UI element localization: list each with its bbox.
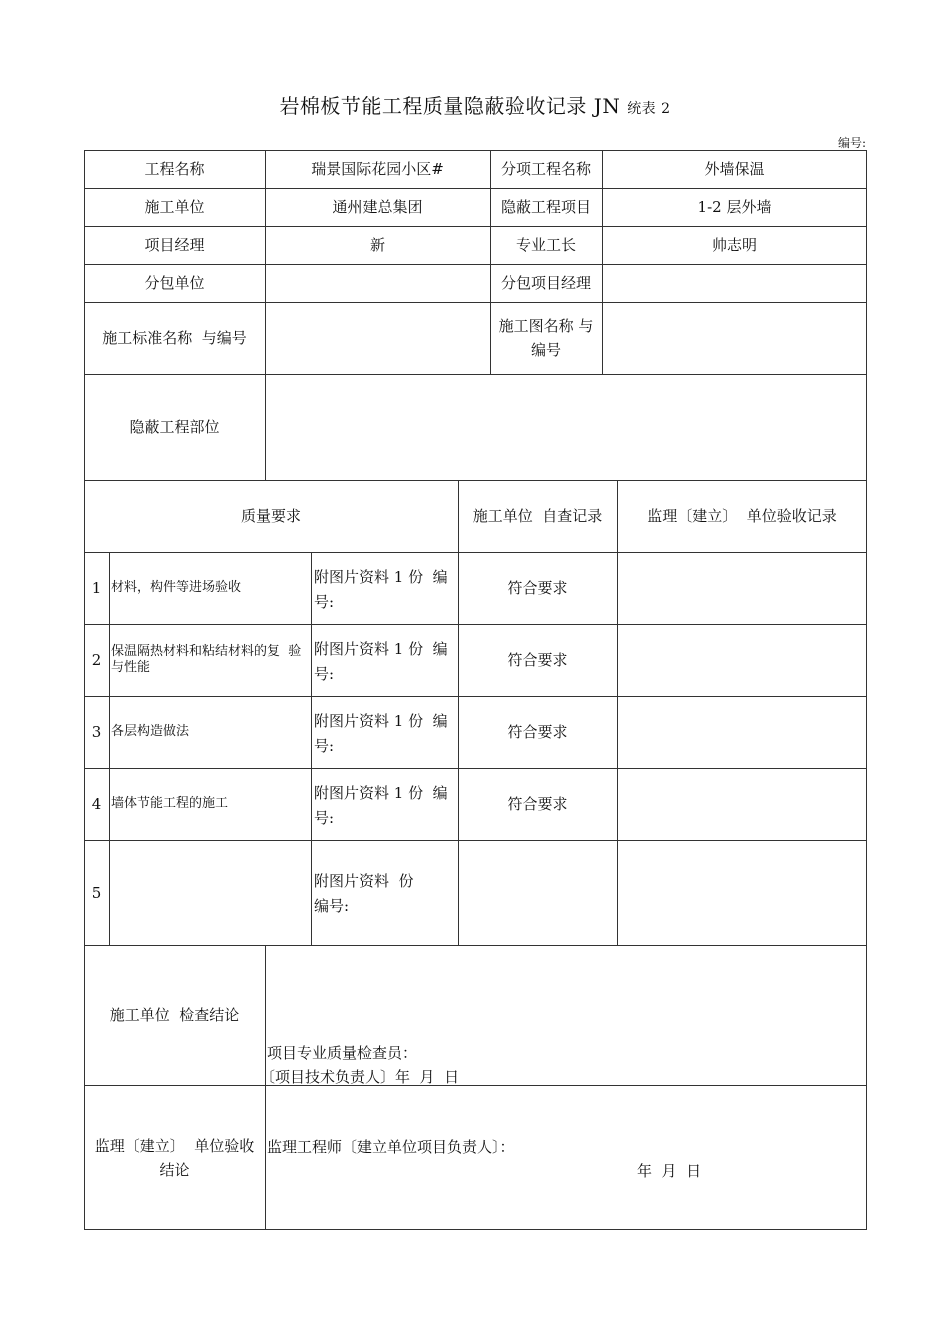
row-number: 2: [91, 651, 102, 669]
row-attachment-line1: 附图片资料 1 份 编: [314, 712, 448, 730]
project-name-value: 瑞景国际花园小区#: [311, 160, 444, 178]
quality-requirement-header: 质量要求: [240, 507, 301, 525]
row-self-check-result: 符合要求: [507, 795, 568, 813]
contractor-value: 通州建总集团: [332, 198, 423, 216]
row-attachment-line1: 附图片资料 1 份 编: [314, 640, 448, 658]
title-main: 岩棉板节能工程质量隐蔽验收记录: [279, 94, 587, 118]
supervision-engineer-label: 监理工程师〔建立单位项目负责人〕：: [267, 1138, 515, 1156]
row-item: 保温隔热材料和粘结材料的复 验与性能: [111, 644, 302, 675]
column-divider: [311, 552, 312, 945]
row-attachment-line2: 号:: [314, 809, 335, 827]
column-divider: [109, 552, 110, 945]
row-attachment-line1: 附图片资料 1 份 编: [314, 568, 448, 586]
row-attachment-line2: 号:: [314, 665, 335, 683]
row-number: 3: [91, 723, 102, 741]
row-self-check-result: 符合要求: [507, 579, 568, 597]
row-attachment-line1: 附图片资料 1 份 编: [314, 784, 448, 802]
sub-project-value: 外墙保温: [704, 160, 765, 178]
self-check-header: 施工单位 自查记录: [472, 507, 603, 525]
technical-lead-date-label: 〔项目技术负责人〕年 月 日: [260, 1068, 460, 1086]
subcontractor-label: 分包单位: [144, 274, 205, 292]
contractor-conclusion-label: 施工单位 检查结论: [109, 1006, 240, 1024]
row-attachment-line2: 编号:: [314, 897, 350, 915]
page-title: [0, 90, 950, 119]
hidden-location-value: [265, 374, 867, 480]
row-self-check-result: [458, 840, 617, 945]
contractor-label: 施工单位: [144, 198, 205, 216]
document-number-label: 编号:: [837, 136, 866, 150]
supervision-conclusion-label: 监理〔建立〕 单位验收结论: [94, 1136, 255, 1179]
hidden-location-label: 隐蔽工程部位: [129, 418, 220, 436]
quality-inspector-label: 项目专业质量检查员：: [267, 1044, 418, 1062]
row-number: 5: [91, 883, 102, 902]
title-sub: 统表 2: [627, 101, 671, 117]
row-self-check-result: 符合要求: [507, 723, 568, 741]
row-attachment-line1: 附图片资料 份: [314, 872, 414, 890]
hidden-item-label: 隐蔽工程项目: [500, 198, 591, 216]
row-self-check-result: 符合要求: [507, 651, 568, 669]
project-manager-value: 新: [369, 236, 385, 254]
project-name-label: 工程名称: [144, 160, 205, 178]
sub-project-manager-label: 分包项目经理: [500, 274, 591, 292]
row-item: 墙体节能工程的施工: [111, 796, 229, 811]
supervision-date-label: 年 月 日: [637, 1162, 702, 1180]
standard-label: 施工标准名称 与编号: [102, 329, 247, 347]
sub-project-manager-value: [602, 264, 867, 302]
row-item: 材料，构件等进场验收: [111, 580, 242, 595]
row-attachment-line2: 号:: [314, 737, 335, 755]
row-number: 1: [91, 579, 102, 597]
standard-value: [265, 302, 490, 374]
subcontractor-value: [265, 264, 490, 302]
foreman-value: 帅志明: [711, 236, 757, 254]
project-manager-label: 项目经理: [144, 236, 205, 254]
row-attachment-line2: 号:: [314, 593, 335, 611]
foreman-label: 专业工长: [515, 236, 576, 254]
title-code: JN: [593, 94, 621, 118]
sub-project-label: 分项工程名称: [500, 160, 591, 178]
drawing-label: 施工图名称 与编号: [498, 317, 594, 359]
row-item: 各层构造做法: [111, 724, 190, 739]
supervision-record-header: 监理〔建立〕 单位验收记录: [647, 507, 837, 525]
row-number: 4: [91, 795, 102, 813]
drawing-value: [602, 302, 867, 374]
hidden-item-value: 1-2 层外墙: [697, 198, 772, 216]
